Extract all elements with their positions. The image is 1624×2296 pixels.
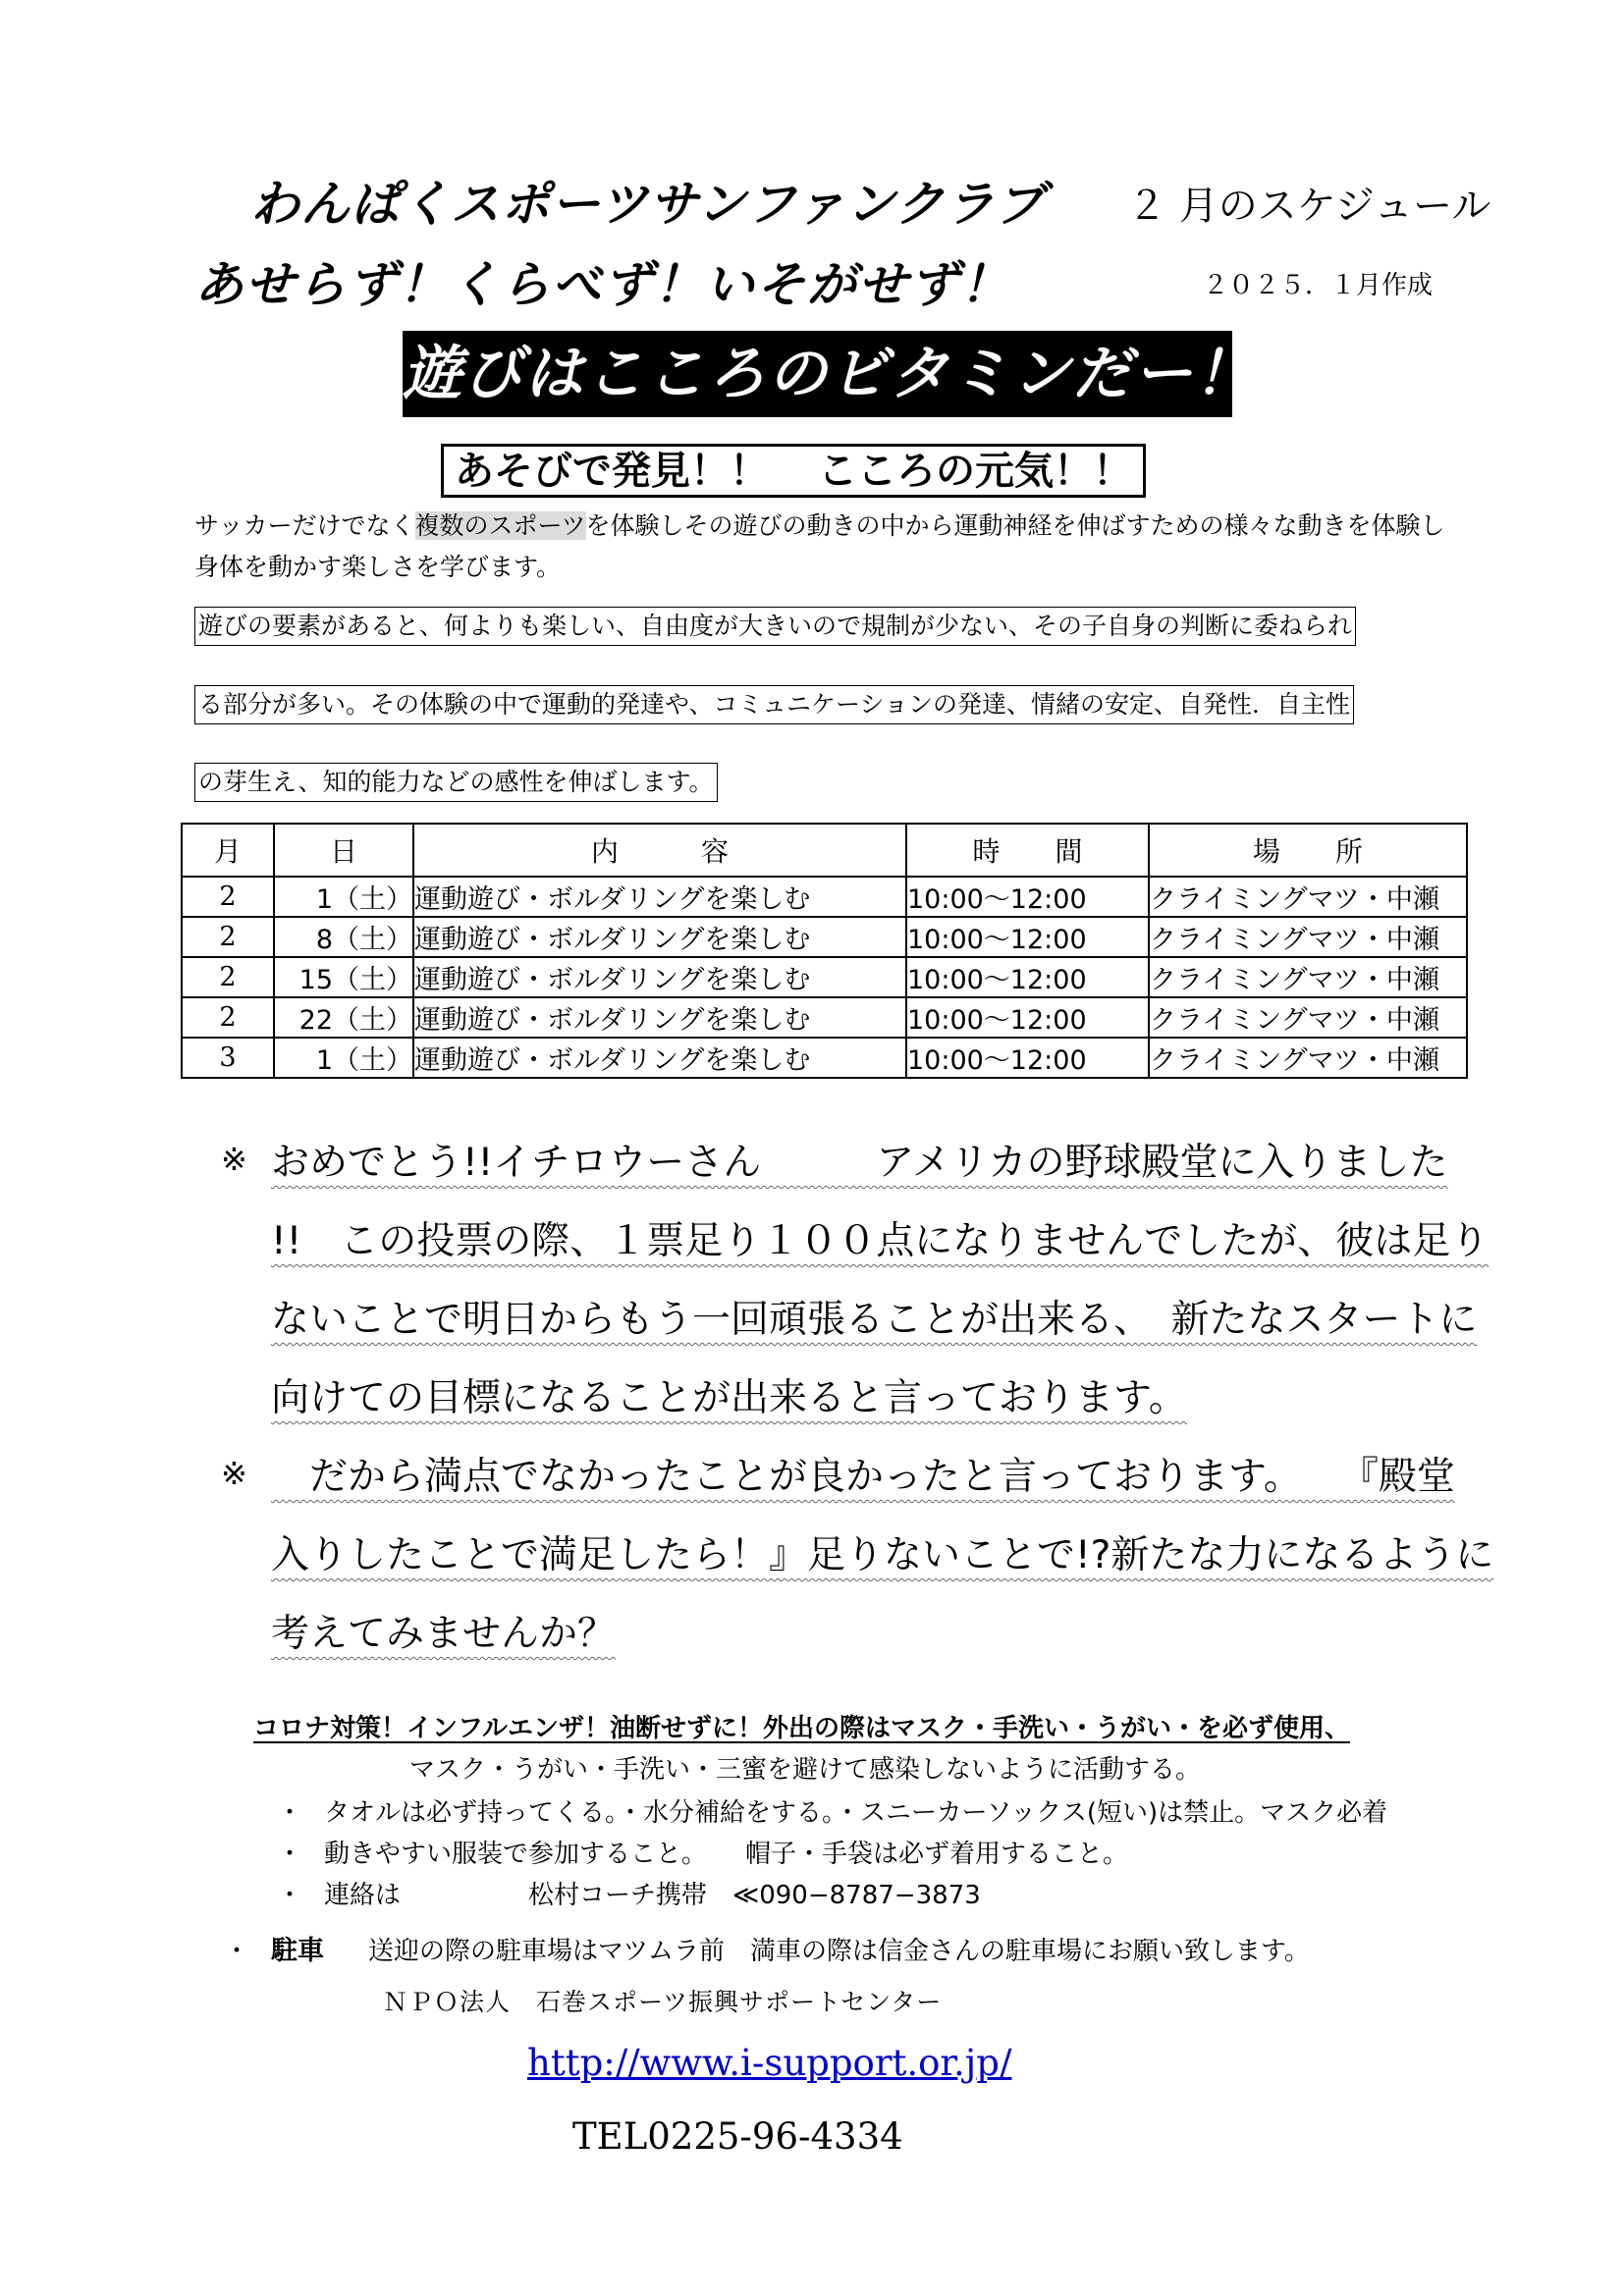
table-row xyxy=(182,957,1467,997)
intro-highlight: 複数のスポーツ xyxy=(414,511,586,540)
bullet-dot: ・ xyxy=(277,1881,303,1910)
intro-paragraph xyxy=(194,506,1451,588)
schedule-table xyxy=(181,823,1468,1079)
corona-notice-2: マスク・うがい・手洗い・三蜜を避けて感染しないように活動する。 xyxy=(409,1755,1202,1785)
bullet-text: タオルは必ず持ってくる。・水分補給をする。・スニーカーソックス(短い)は禁止。マスク必着 xyxy=(324,1798,1388,1828)
bullet-dot: ・ xyxy=(277,1840,303,1869)
note1-line1: おめでとう!!イチロウーさん アメリカの野球殿堂に入りました xyxy=(271,1141,1448,1185)
boxed-line-1: 遊びの要素があると、何よりも楽しい、自由度が大きいので規制が少ない、その子自身の判断に委ねられ xyxy=(194,607,1356,646)
cell-time: 10:00～12:00 xyxy=(906,997,1149,1038)
organization-name: ＮＰＯ法人 石巻スポーツ振興サポートセンター xyxy=(383,1988,943,2016)
bullet-item xyxy=(277,1792,1387,1829)
cell-month: 2 xyxy=(182,877,274,917)
cell-place: クライミングマツ・中瀬 xyxy=(1149,917,1467,957)
created-date: ２０２５．１月作成 xyxy=(1203,271,1434,300)
bullet-item xyxy=(277,1875,981,1911)
header-month: 月 xyxy=(182,824,274,877)
parking-info xyxy=(224,1929,1310,1967)
note1-line3: ないことで明日からもう一回頑張ることが出来る、 新たなスタートに xyxy=(271,1298,1478,1342)
cell-place: クライミングマツ・中瀬 xyxy=(1149,877,1467,917)
cell-content: 運動遊び・ボルダリングを楽しむ xyxy=(413,1038,906,1078)
corona-notice: コロナ対策！インフルエンザ！油断せずに！外出の際はマスク・手洗い・うがい・を必ず使用、 xyxy=(253,1714,1350,1743)
table-row xyxy=(182,917,1467,957)
parking-dot: ・ xyxy=(224,1937,250,1966)
cell-place: クライミングマツ・中瀬 xyxy=(1149,1038,1467,1078)
table-row xyxy=(182,877,1467,917)
cell-month: 2 xyxy=(182,917,274,957)
bullet-dot: ・ xyxy=(277,1798,303,1828)
cell-content: 運動遊び・ボルダリングを楽しむ xyxy=(413,957,906,997)
cell-day: 22（土） xyxy=(274,997,413,1038)
cell-time: 10:00～12:00 xyxy=(906,917,1149,957)
header-day: 日 xyxy=(274,824,413,877)
intro-after: を体験しその遊びの動きの中から運動神経を伸ばすための様々な動きを体験し身体を動かす楽しさを学びます。 xyxy=(194,511,1445,581)
note-mark-2: ※ xyxy=(221,1455,247,1492)
motto-part1: あそびで発見！！ xyxy=(455,449,769,494)
cell-time: 10:00～12:00 xyxy=(906,957,1149,997)
cell-content: 運動遊び・ボルダリングを楽しむ xyxy=(413,877,906,917)
slogan: あせらず！くらべず！いそがせず！ xyxy=(194,256,1011,313)
boxed-line-3: の芽生え、知的能力などの感性を伸ばします。 xyxy=(194,763,718,802)
note1-line4: 向けての目標になることが出来ると言っております。 xyxy=(271,1376,1187,1420)
club-name: わんぱくスポーツサンファンクラブ xyxy=(250,176,1046,233)
cell-time: 10:00～12:00 xyxy=(906,877,1149,917)
cell-content: 運動遊び・ボルダリングを楽しむ xyxy=(413,997,906,1038)
cell-day: 8（土） xyxy=(274,917,413,957)
bullet-text: 動きやすい服装で参加すること。 帽子・手袋は必ず着用すること。 xyxy=(324,1840,1129,1869)
note2-line2: 入りしたことで満足したら！』足りないことで!?新たな力になるように xyxy=(271,1533,1494,1577)
parking-text: 送迎の際の駐車場はマツムラ前 満車の際は信金さんの駐車場にお願い致します。 xyxy=(368,1937,1310,1966)
note2-line3: 考えてみませんか？ xyxy=(271,1612,617,1656)
parking-label: 駐車 xyxy=(271,1936,325,1966)
cell-time: 10:00～12:00 xyxy=(906,1038,1149,1078)
boxed-line-2: る部分が多い。その体験の中で運動的発達や、コミュニケーションの発達、情緒の安定、自発性．自主性 xyxy=(194,685,1354,724)
note2-line1: だから満点でなかったことが良かったと言っております。 『殿堂 xyxy=(271,1455,1455,1499)
cell-day: 15（土） xyxy=(274,957,413,997)
motto-part2: こころの元気！！ xyxy=(818,449,1132,494)
cell-month: 3 xyxy=(182,1038,274,1078)
note-mark-1: ※ xyxy=(221,1141,247,1178)
note1-line2: !! この投票の際、１票足り１００点になりませんでしたが、彼は足り xyxy=(271,1219,1489,1263)
cell-content: 運動遊び・ボルダリングを楽しむ xyxy=(413,917,906,957)
table-header-row xyxy=(182,824,1467,877)
cell-month: 2 xyxy=(182,997,274,1038)
telephone: TEL0225-96-4334 xyxy=(572,2115,903,2158)
website-link[interactable]: http://www.i-support.or.jp/ xyxy=(527,2042,1012,2084)
cell-day: 1（土） xyxy=(274,1038,413,1078)
bullet-text: 連絡は 松村コーチ携帯 ≪090−8787−3873 xyxy=(324,1881,981,1910)
bullet-item xyxy=(277,1834,1128,1870)
header-place: 場 所 xyxy=(1149,824,1467,877)
schedule-label: ２ 月のスケジュール xyxy=(1127,184,1491,229)
intro-before: サッカーだけでなく xyxy=(194,511,415,540)
header-content: 内 容 xyxy=(413,824,906,877)
table-row xyxy=(182,1038,1467,1078)
cell-place: クライミングマツ・中瀬 xyxy=(1149,997,1467,1038)
motto-box xyxy=(441,444,1146,498)
cell-place: クライミングマツ・中瀬 xyxy=(1149,957,1467,997)
cell-month: 2 xyxy=(182,957,274,997)
header-time: 時 間 xyxy=(906,824,1149,877)
banner: 遊びはこころのビタミンだー！ xyxy=(403,331,1232,417)
table-row xyxy=(182,997,1467,1038)
cell-day: 1（土） xyxy=(274,877,413,917)
